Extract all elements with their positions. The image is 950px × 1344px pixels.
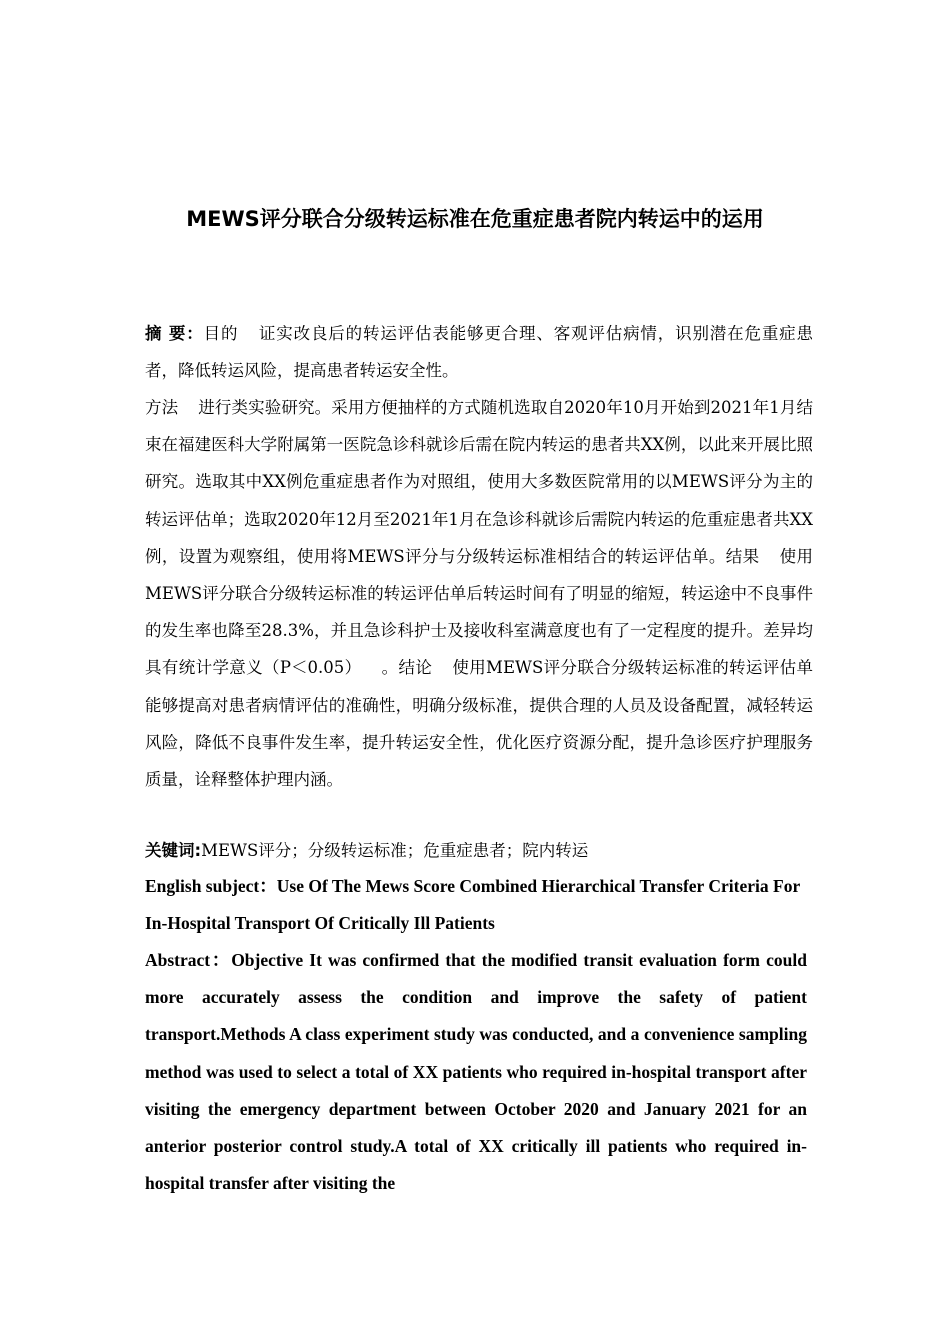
methods-text: 进行类实验研究。采用方便抽样的方式随机选取自2020年10月开始到2021年1月结束在福建医科大学附属第一医院急诊科就诊后需在院内转运的患者共XX例，以此来开展比照研究。选取其中XX例危重症患者作为对照组，使用大多数医院常用的以MEWS评分为主的转运评估单；选取2020年12月至2021年1月在急诊科就诊后需院内转运的危重症患者共XX例，设置为观察组，使用将MEWS评分与分级转运标准相结合的转运评估单。 — [145, 398, 813, 566]
results-text: 使用MEWS评分联合分级转运标准的转运评估单后转运时间有了明显的缩短，转运途中不良事件的发生率也降至28.3%，并且急诊科护士及接收科室满意度也有了一定程度的提升。差异均具有统计学意义（P＜0.05） — [145, 546, 813, 678]
english-subject-text: Use Of The Mews Score Combined Hierarchical Transfer Criteria For In-Hospital Transport Of Critically Ill Patients — [145, 876, 800, 934]
abstract-cn-objective — [145, 315, 813, 389]
abstract-cn-label: 摘 要： — [145, 324, 204, 343]
paper-title: MEWS评分联合分级转运标准在危重症患者院内转运中的运用 — [186, 207, 764, 231]
keywords-label: 关键词: — [145, 841, 202, 860]
abstract-cn-methods — [145, 389, 813, 798]
objective-text: 证实改良后的转运评估表能够更合理、客观评估病情，识别潜在危重症患者，降低转运风险，提高患者转运安全性。 — [145, 324, 814, 381]
conclusion-text: 使用MEWS评分联合分级转运标准的转运评估单能够提高对患者病情评估的准确性，明确分级标准，提供合理的人员及设备配置，减轻转运风险，降低不良事件发生率，提升转运安全性，优化医疗资源分配，提升急诊医疗护理服务质量，诠释整体护理内涵。 — [145, 658, 813, 790]
keywords-line — [145, 832, 813, 869]
english-abstract — [145, 942, 807, 1202]
english-subject — [145, 868, 807, 942]
english-abstract-text: Objective It was confirmed that the modified transit evaluation form could more accurately assess the condition and improve the safety of patient transport.Methods A class experiment study was conducted, and a convenience sampling method was used to select a total of XX patients who required in-hospital transport after visiting the emergency department between October 2020 and January 2021 for an anterior posterior control study.A total of XX critically ill patients who required in-hospital transfer after visiting the — [145, 950, 807, 1194]
keywords-text: MEWS评分；分级转运标准；危重症患者；院内转运 — [201, 841, 589, 860]
conclusion-label: 。结论 — [381, 658, 433, 678]
results-label: 结果 — [725, 546, 760, 566]
english-subject-label: English subject： — [145, 876, 277, 896]
english-abstract-label: Abstract： — [145, 950, 232, 970]
methods-label: 方法 — [145, 398, 179, 417]
objective-label: 目的 — [203, 324, 239, 343]
